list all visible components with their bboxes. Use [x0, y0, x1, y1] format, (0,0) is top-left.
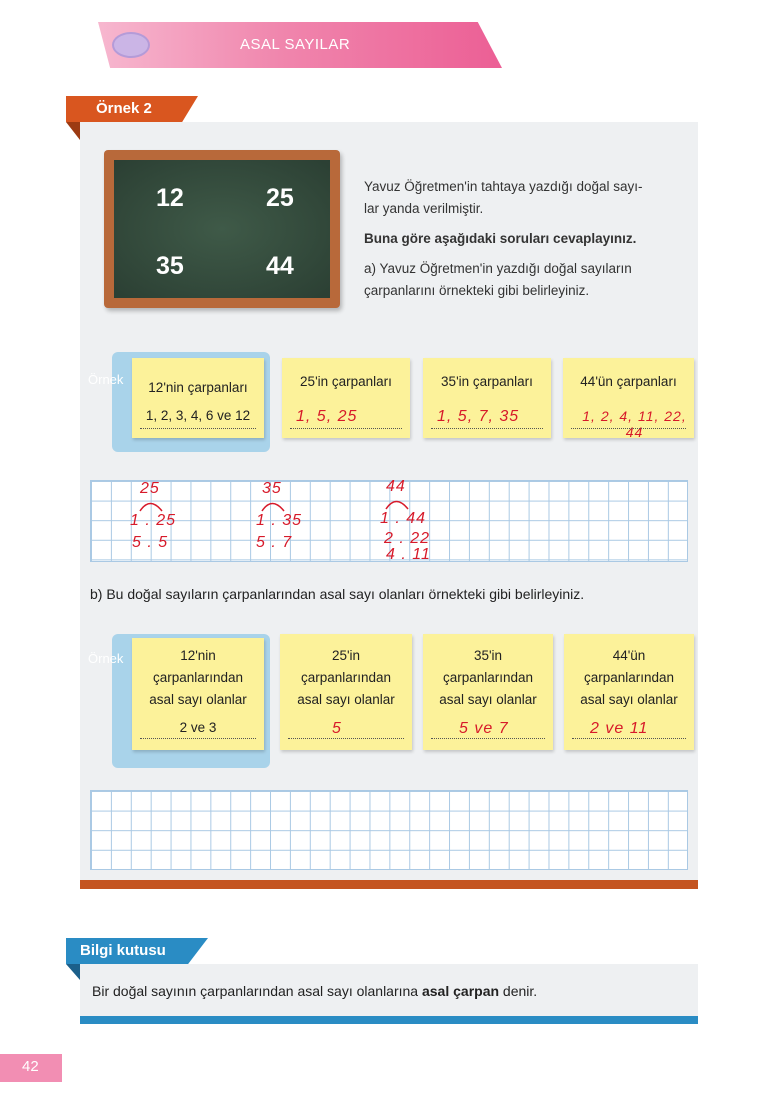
- board-number: 44: [266, 252, 294, 280]
- note-line: asal sayı olanlar: [439, 692, 537, 707]
- answer-line: [431, 428, 543, 429]
- board-number: 12: [156, 184, 184, 212]
- note-line: 35'in: [473, 648, 503, 663]
- note-line: çarpanlarından: [442, 670, 534, 685]
- work-row: 1 . 35: [256, 512, 303, 529]
- work-row: 5 . 7: [256, 534, 293, 551]
- info-tag-fold: [66, 964, 80, 980]
- example-note: [132, 638, 264, 750]
- handwritten-answer: 2 ve 11: [590, 720, 649, 737]
- note-title: 44'ün çarpanları: [580, 374, 677, 389]
- question-b: b) Bu doğal sayıların çarpanlarından asal sayı olanları örnekteki gibi belirleyiniz.: [90, 586, 585, 602]
- handwritten-answer: 1, 2, 4, 11, 22, 44: [582, 408, 687, 440]
- factor-tree-icon: [136, 498, 166, 512]
- note-title: 35'in çarpanları: [441, 374, 533, 389]
- factors-note-44: [563, 358, 694, 438]
- answer-line: [140, 428, 256, 429]
- note-line: çarpanlarından: [583, 670, 675, 685]
- note-line: asal sayı olanlar: [149, 692, 247, 707]
- work-top: 25: [140, 480, 160, 497]
- answer-line: [140, 738, 256, 739]
- chalkboard: [114, 160, 330, 298]
- handwritten-answer: 5 ve 7: [459, 720, 509, 737]
- handwritten-answer: 5: [332, 720, 342, 737]
- info-text-pre: Bir doğal sayının çarpanlarından asal sayı olanlarına: [92, 983, 422, 999]
- work-top: 44: [386, 478, 406, 495]
- work-row: 2 . 22: [384, 530, 431, 547]
- work-row: 5 . 5: [132, 534, 169, 551]
- answer-line: [431, 738, 545, 739]
- answer-line: [571, 428, 686, 429]
- page-title: ASAL SAYILAR: [240, 36, 351, 53]
- note-line: 44'ün: [612, 648, 646, 663]
- work-top: 35: [262, 480, 282, 497]
- note-title: 25'in çarpanları: [300, 374, 392, 389]
- board-number: 25: [266, 184, 294, 212]
- example-label: Örnek: [88, 651, 124, 666]
- question-a: çarpanlarını örnekteki gibi belirleyiniz.: [364, 283, 590, 298]
- answer-line: [572, 738, 686, 739]
- prime-note-44: [564, 634, 694, 750]
- work-row: 1 . 25: [130, 512, 177, 529]
- note-answer: 2 ve 3: [179, 720, 217, 735]
- handwritten-answer: 1, 5, 25: [296, 408, 358, 425]
- book-logo-icon: [112, 32, 150, 58]
- question-a: a) Yavuz Öğretmen'in yazdığı doğal sayıların: [364, 261, 632, 276]
- info-text-post: denir.: [499, 983, 538, 999]
- board-number: 35: [156, 252, 184, 280]
- intro-line: lar yanda verilmiştir.: [364, 201, 484, 216]
- note-line: asal sayı olanlar: [297, 692, 395, 707]
- note-line: asal sayı olanlar: [580, 692, 678, 707]
- handwritten-answer: 1, 5, 7, 35: [437, 408, 520, 425]
- factor-tree-icon: [382, 496, 412, 510]
- answer-line: [290, 428, 402, 429]
- info-tag-label: Bilgi kutusu: [80, 942, 166, 959]
- panel-divider: [80, 880, 698, 889]
- intro-line: Yavuz Öğretmen'in tahtaya yazdığı doğal sayı-: [364, 179, 643, 194]
- prime-note-35: [423, 634, 553, 750]
- answer-line: [288, 738, 404, 739]
- note-title: 12'nin çarpanları: [148, 380, 248, 395]
- instruction: Buna göre aşağıdaki soruları cevaplayınız.: [364, 231, 637, 246]
- note-line: 25'in: [331, 648, 361, 663]
- example-note: [132, 358, 264, 438]
- factor-tree-icon: [258, 498, 288, 512]
- example-tag-label: Örnek 2: [96, 100, 152, 117]
- work-row: 4 . 11: [386, 546, 431, 563]
- note-answer: 1, 2, 3, 4, 6 ve 12: [145, 408, 251, 423]
- example-label: Örnek: [88, 372, 124, 387]
- info-text: [92, 983, 537, 999]
- work-row: 1 . 44: [380, 510, 427, 527]
- page-number: 42: [22, 1058, 39, 1075]
- note-line: 12'nin: [180, 648, 216, 663]
- info-text-bold: asal çarpan: [421, 983, 500, 999]
- factors-note-25: [282, 358, 410, 438]
- example-tag-fold: [66, 122, 80, 140]
- note-line: çarpanlarından: [300, 670, 392, 685]
- info-box-bar: [80, 1016, 698, 1024]
- factors-note-35: [423, 358, 551, 438]
- work-grid: [90, 790, 688, 870]
- note-line: çarpanlarından: [152, 670, 244, 685]
- prime-note-25: [280, 634, 412, 750]
